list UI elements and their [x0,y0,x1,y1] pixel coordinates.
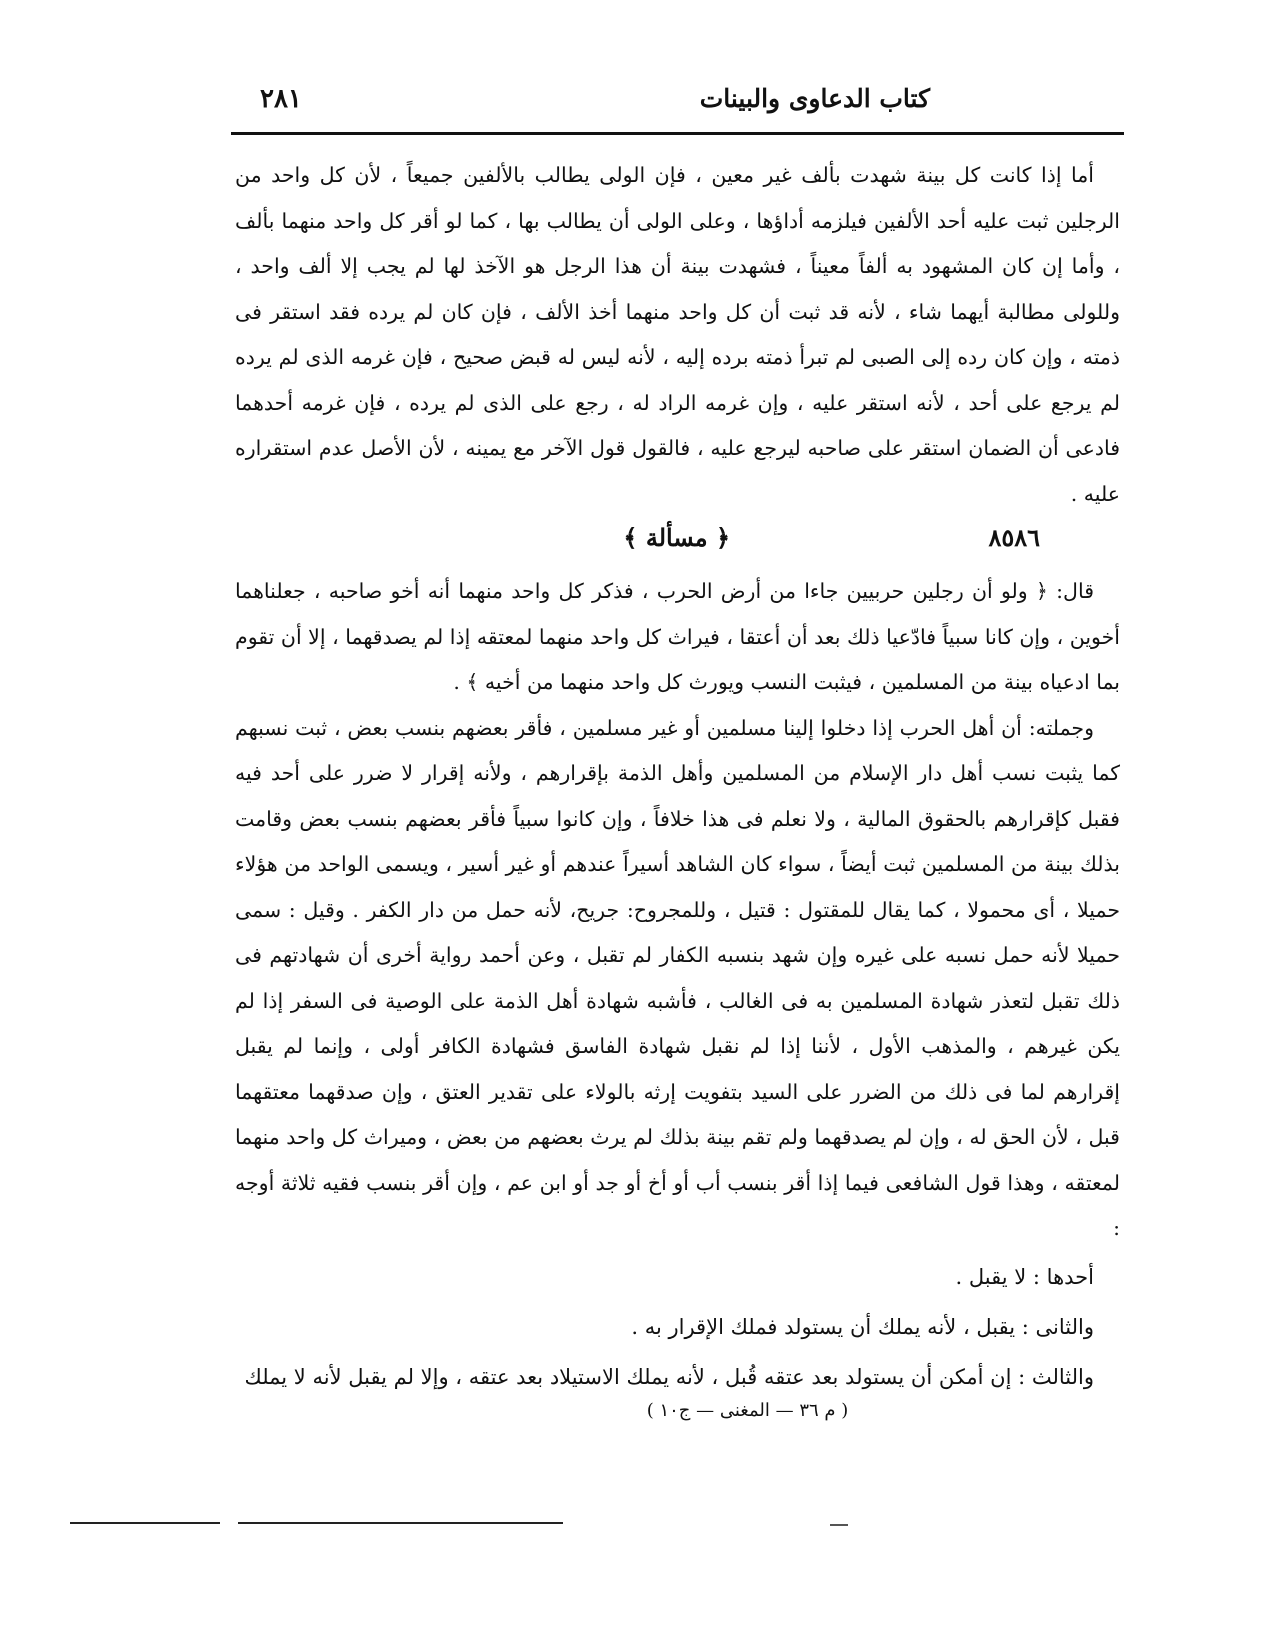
bottom-rule [70,1522,220,1524]
chapter-title: كتاب الدعاوى والبينات [699,84,930,113]
option-2: والثانى : يقبل ، لأنه يملك أن يستولد فملك الإقرار به . [631,1314,1094,1339]
masala-number: ٨٥٨٦ [988,523,1040,552]
book-page [235,84,1120,1421]
paragraph-3: وجملته: أن أهل الحرب إذا دخلوا إلينا مسلمين أو غير مسلمين ، فأقر بعضهم بنسب بعض ، ثبت نسبهم كما يثبت نسب أهل دار الإسلام من المسلمين وأهل الذمة بإقرارهم ، ولأنه إقرار لا ضرر على أحد فيه فقبل كإقرارهم بالحقوق المالية ، ولا نعلم فى هذا خلافاً ، وإن كانوا سبياً فأقر بعضهم بنسب بعض وقامت بذلك بينة من المسلمين ثبت أيضاً ، سواء كان الشاهد أسيراً عندهم أو غير أسير ، ويسمى الواحد من هؤلاء حميلا ، أى محمولا ، كما يقال للمقتول : قتيل ، وللمجروح: جريح، لأنه حمل من دار الكفر . وقيل : سمى حميلا لأنه حمل نسبه على غيره وإن شهد بنسبه الكفار لم تقبل ، وعن أحمد رواية أخرى أن شهادتهم فى ذلك تقبل لتعذر شهادة المسلمين به فى الغالب ، فأشبه شهادة أهل الذمة على الوصية فى السفر إذا لم يكن غيرهم ، والمذهب الأول ، لأننا إذا لم نقبل شهادة الفاسق فشهادة الكافر أولى ، وإنما لم يقبل إقرارهم لما فى ذلك من الضرر على السيد بتفويت إرثه بالولاء على تقدير العتق ، وإن صدقهما معتقهما قبل ، لأن الحق له ، وإن لم يصدقهما ولم تقم بينة بذلك لم يرث بعضهم من بعض ، وميراث كل واحد منهما لمعتقه ، وهذا قول الشافعى فيما إذا أقر بنسب أب أو أخ أو جد أو ابن عم ، وإن أقر بنسب فقيه ثلاثة أوجه : [235,715,1120,1240]
header-rule [231,132,1124,135]
page-number: ٢٨١ [260,84,302,114]
scan-mark [830,1524,848,1526]
bottom-rule [238,1522,563,1524]
option-3: والثالث : إن أمكن أن يستولد بعد عتقه قُبل ، لأنه يملك الاستيلاد بعد عتقه ، وإلا لم يقبل لأنه لا يملك [244,1364,1094,1389]
option-1: أحدها : لا يقبل . [955,1264,1094,1289]
masala-label: ﴿ مسألة ﴾ [623,523,730,552]
masala-heading [235,517,1120,569]
paragraph-2: قال: ﴿ ولو أن رجلين حربيين جاءا من أرض الحرب ، فذكر كل واحد منهما أنه أخو صاحبه ، جعلناهما أخوين ، وإن كانا سبياً فادّعيا ذلك بعد أن أعتقا ، فيراث كل واحد منهما لمعتقه إذا لم يصدقهما ، إلا أن تقوم بما ادعياه بينة من المسلمين ، فيثبت النسب ويورث كل واحد منهما من أخيه ﴾ . [235,579,1120,694]
paragraph-1: أما إذا كانت كل بينة شهدت بألف غير معين ، فإن الولى يطالب بالألفين جميعاً ، لأن كل واحد من الرجلين ثبت عليه أحد الألفين فيلزمه أداؤها ، وعلى الولى أن يطالب بها ، كما لو أقر كل واحد منهما بألف ، وأما إن كان المشهود به ألفاً معيناً ، فشهدت بينة أن هذا الرجل هو الآخذ لها لم يجب إلا ألف واحد ، وللولى مطالبة أيهما شاء ، لأنه قد ثبت أن كل واحد منهما أخذ الألف ، فإن كان لم يرده فقد استقر فى ذمته ، وإن كان رده إلى الصبى لم تبرأ ذمته برده إليه ، لأنه ليس له قبض صحيح ، فإن غرمه الذى لم يرده لم يرجع على أحد ، لأنه استقر عليه ، وإن غرمه الراد له ، رجع على الذى لم يرده ، فإن غرمه أحدهما فادعى أن الضمان استقر على صاحبه ليرجع عليه ، فالقول قول الآخر مع يمينه ، لأن الأصل عدم استقراره عليه . [235,163,1120,506]
running-header [235,84,1120,132]
signature-mark: ( م ٣٦ — المغنى — ج١٠ ) [646,1399,849,1421]
